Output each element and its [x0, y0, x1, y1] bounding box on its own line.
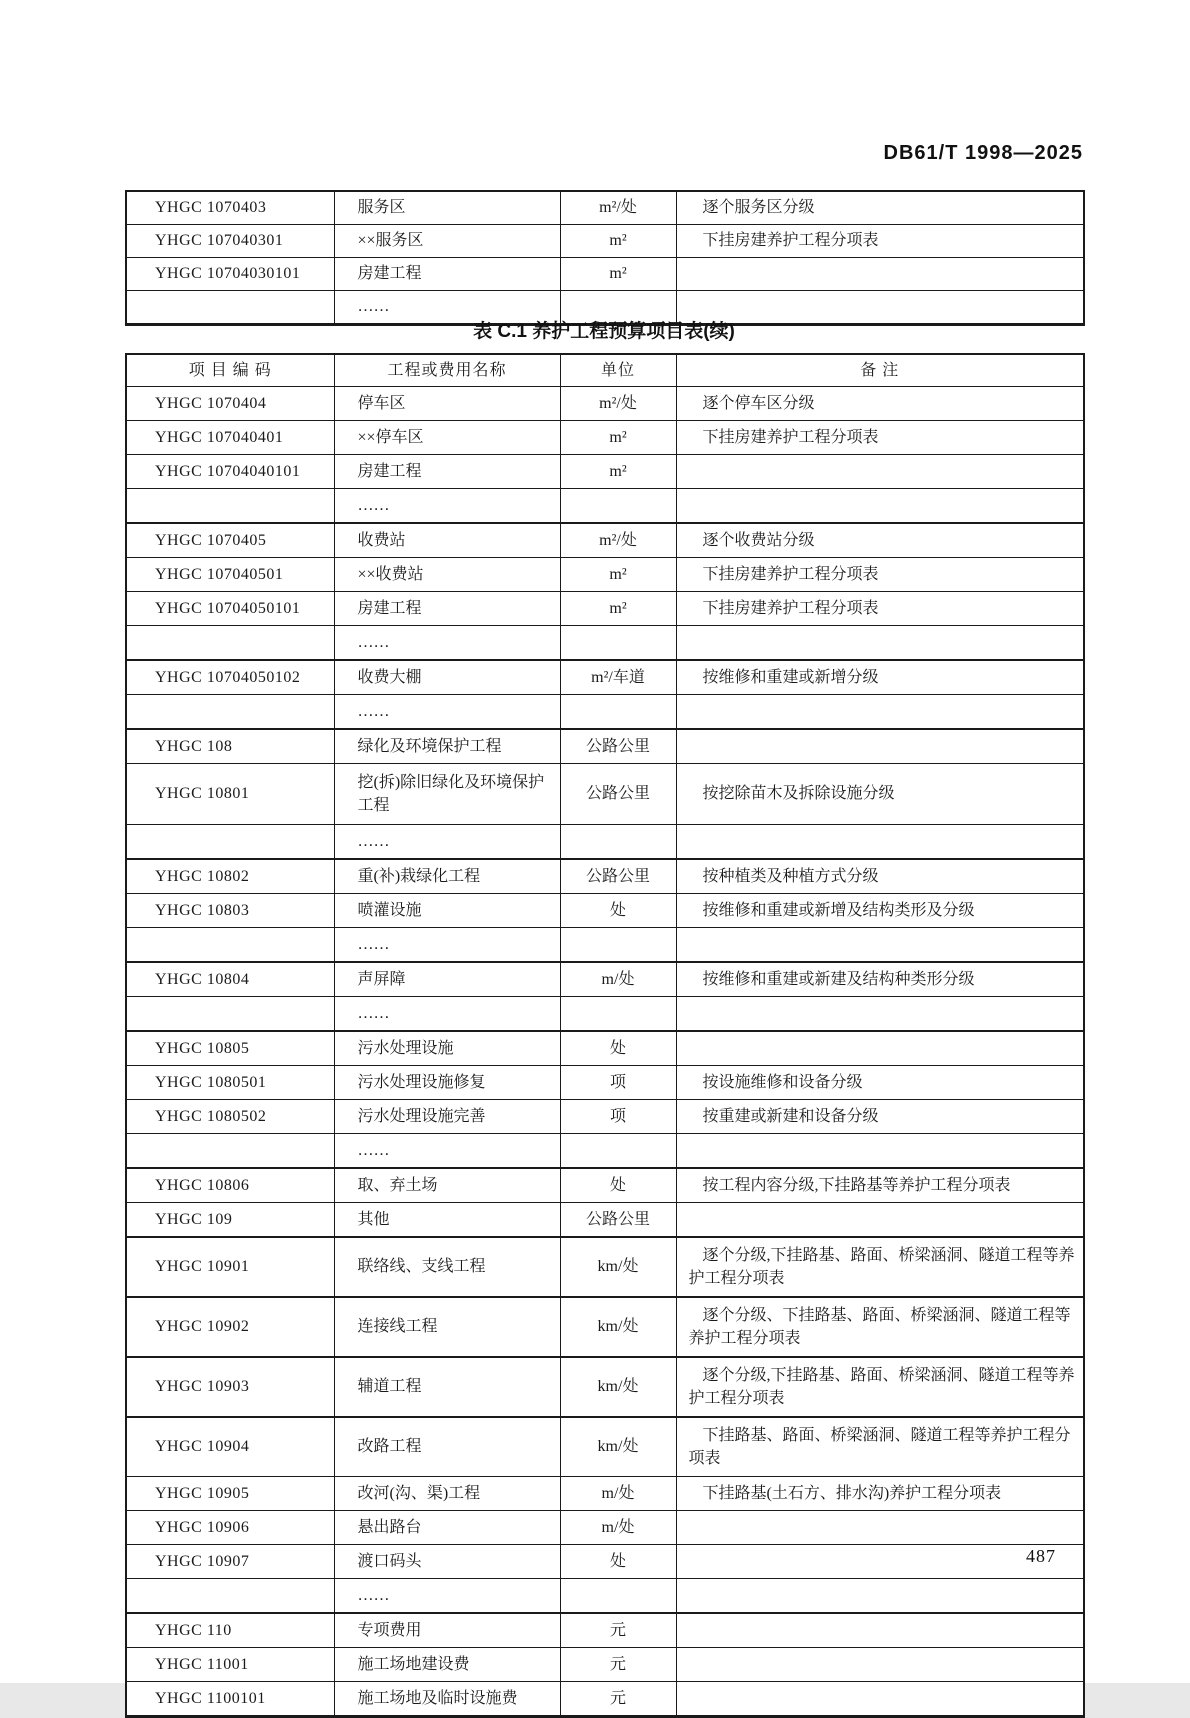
cell-unit: 处	[560, 1545, 676, 1579]
cell-remark: 下挂房建养护工程分项表	[676, 592, 1084, 626]
cell-code: YHGC 10803	[126, 894, 334, 928]
cell-unit: m/处	[560, 962, 676, 997]
table-row-ellipsis	[126, 489, 1084, 524]
cell-name: 挖(拆)除旧绿化及环境保护工程	[334, 764, 560, 825]
cell-name: 其他	[334, 1203, 560, 1238]
cell-remark	[676, 1682, 1084, 1717]
cell-unit: m²	[560, 592, 676, 626]
cell-code: YHGC 10704030101	[126, 258, 334, 291]
cell-code: YHGC 10805	[126, 1031, 334, 1066]
cell-name: ××停车区	[334, 421, 560, 455]
cell-unit	[560, 928, 676, 963]
cell-code: YHGC 10905	[126, 1477, 334, 1511]
cell-unit: km/处	[560, 1237, 676, 1297]
cell-unit: m²/处	[560, 387, 676, 421]
cell-code: YHGC 11001	[126, 1648, 334, 1682]
table-row-ellipsis	[126, 695, 1084, 730]
table-row	[126, 523, 1084, 558]
cell-remark: 按挖除苗木及拆除设施分级	[676, 764, 1084, 825]
cell-unit: 元	[560, 1613, 676, 1648]
column-header-remark: 备 注	[676, 354, 1084, 387]
cell-code: YHGC 10907	[126, 1545, 334, 1579]
table-row	[126, 1648, 1084, 1682]
cell-name: 房建工程	[334, 455, 560, 489]
cell-code: YHGC 1080501	[126, 1066, 334, 1100]
cell-code: YHGC 1070403	[126, 191, 334, 225]
cell-name: 重(补)栽绿化工程	[334, 859, 560, 894]
cell-remark: 下挂房建养护工程分项表	[676, 421, 1084, 455]
table-row	[126, 225, 1084, 258]
cell-name: 污水处理设施修复	[334, 1066, 560, 1100]
table-row	[126, 660, 1084, 695]
cell-code	[126, 626, 334, 661]
table-row	[126, 455, 1084, 489]
cell-name: 房建工程	[334, 592, 560, 626]
cell-name: ××收费站	[334, 558, 560, 592]
table-row	[126, 421, 1084, 455]
cell-remark	[676, 1511, 1084, 1545]
cell-unit: 公路公里	[560, 764, 676, 825]
cell-name: ……	[334, 997, 560, 1032]
table-row	[126, 1168, 1084, 1203]
cell-code: YHGC 10806	[126, 1168, 334, 1203]
cell-code: YHGC 10902	[126, 1297, 334, 1357]
table-row	[126, 1477, 1084, 1511]
cell-name: ××服务区	[334, 225, 560, 258]
budget-items-table-fragment	[125, 190, 1085, 326]
cell-unit	[560, 1134, 676, 1169]
cell-code: YHGC 107040501	[126, 558, 334, 592]
cell-remark: 按设施维修和设备分级	[676, 1066, 1084, 1100]
cell-code: YHGC 107040401	[126, 421, 334, 455]
table-row	[126, 859, 1084, 894]
table-row	[126, 1357, 1084, 1417]
cell-unit: m/处	[560, 1511, 676, 1545]
cell-code: YHGC 110	[126, 1613, 334, 1648]
table-row	[126, 387, 1084, 421]
cell-name: ……	[334, 1579, 560, 1614]
cell-name: 悬出路台	[334, 1511, 560, 1545]
cell-name: ……	[334, 1134, 560, 1169]
cell-unit: m²	[560, 558, 676, 592]
cell-code	[126, 825, 334, 860]
cell-name: 专项费用	[334, 1613, 560, 1648]
cell-name: 收费大棚	[334, 660, 560, 695]
cell-code	[126, 928, 334, 963]
cell-remark: 逐个停车区分级	[676, 387, 1084, 421]
cell-unit: 处	[560, 894, 676, 928]
table-row-ellipsis	[126, 1579, 1084, 1614]
cell-remark	[676, 1613, 1084, 1648]
page-number: 487	[1026, 1546, 1056, 1566]
table-row	[126, 1031, 1084, 1066]
cell-remark: 按种植类及种植方式分级	[676, 859, 1084, 894]
cell-remark: 逐个服务区分级	[676, 191, 1084, 225]
table-row	[126, 1613, 1084, 1648]
cell-unit	[560, 695, 676, 730]
cell-code: YHGC 10906	[126, 1511, 334, 1545]
cell-unit: km/处	[560, 1417, 676, 1477]
cell-name: 辅道工程	[334, 1357, 560, 1417]
cell-remark: 按维修和重建或新建及结构种类形分级	[676, 962, 1084, 997]
cell-name: 联络线、支线工程	[334, 1237, 560, 1297]
cell-code: YHGC 10804	[126, 962, 334, 997]
cell-remark	[676, 695, 1084, 730]
cell-remark: 按维修和重建或新增分级	[676, 660, 1084, 695]
cell-remark	[676, 997, 1084, 1032]
standard-code-header: DB61/T 1998—2025	[883, 142, 1083, 164]
cell-remark	[676, 1031, 1084, 1066]
cell-remark: 逐个收费站分级	[676, 523, 1084, 558]
cell-code: YHGC 1100101	[126, 1682, 334, 1717]
cell-unit: m²/处	[560, 523, 676, 558]
column-header-unit: 单位	[560, 354, 676, 387]
cell-code: YHGC 10904	[126, 1417, 334, 1477]
cell-unit: m²/处	[560, 191, 676, 225]
cell-unit: m²/车道	[560, 660, 676, 695]
table-row	[126, 558, 1084, 592]
cell-name: 喷灌设施	[334, 894, 560, 928]
cell-name: 施工场地及临时设施费	[334, 1682, 560, 1717]
table-row	[126, 894, 1084, 928]
cell-unit: 公路公里	[560, 729, 676, 764]
cell-remark	[676, 1579, 1084, 1614]
cell-unit: 元	[560, 1648, 676, 1682]
table-row-ellipsis	[126, 928, 1084, 963]
cell-code	[126, 695, 334, 730]
cell-name: ……	[334, 825, 560, 860]
cell-remark: 下挂路基(土石方、排水沟)养护工程分项表	[676, 1477, 1084, 1511]
cell-unit: 元	[560, 1682, 676, 1717]
cell-remark: 按重建或新建和设备分级	[676, 1100, 1084, 1134]
table-row-ellipsis	[126, 825, 1084, 860]
cell-remark	[676, 626, 1084, 661]
table-row	[126, 258, 1084, 291]
cell-name: 服务区	[334, 191, 560, 225]
cell-name: 取、弃土场	[334, 1168, 560, 1203]
column-header-code: 项 目 编 码	[126, 354, 334, 387]
cell-name: ……	[334, 626, 560, 661]
table-row	[126, 1237, 1084, 1297]
cell-name: 改河(沟、渠)工程	[334, 1477, 560, 1511]
table-row	[126, 1511, 1084, 1545]
header-row	[126, 354, 1084, 387]
cell-unit: 项	[560, 1066, 676, 1100]
cell-remark: 下挂路基、路面、桥梁涵洞、隧道工程等养护工程分项表	[676, 1417, 1084, 1477]
table-row	[126, 1297, 1084, 1357]
table-row	[126, 1203, 1084, 1238]
cell-remark	[676, 455, 1084, 489]
cell-unit: m²	[560, 258, 676, 291]
cell-unit: m²	[560, 455, 676, 489]
cell-remark	[676, 928, 1084, 963]
cell-unit	[560, 997, 676, 1032]
cell-remark	[676, 258, 1084, 291]
cell-code: YHGC 109	[126, 1203, 334, 1238]
cell-code: YHGC 10801	[126, 764, 334, 825]
cell-remark	[676, 825, 1084, 860]
cell-remark: 按工程内容分级,下挂路基等养护工程分项表	[676, 1168, 1084, 1203]
cell-name: 声屏障	[334, 962, 560, 997]
table-row-ellipsis	[126, 997, 1084, 1032]
cell-remark: 逐个分级、下挂路基、路面、桥梁涵洞、隧道工程等养护工程分项表	[676, 1297, 1084, 1357]
table-row	[126, 592, 1084, 626]
cell-name: 房建工程	[334, 258, 560, 291]
budget-items-table-continued	[125, 353, 1085, 1718]
table-row	[126, 191, 1084, 225]
cell-code: YHGC 10802	[126, 859, 334, 894]
cell-name: 污水处理设施	[334, 1031, 560, 1066]
cell-unit: 项	[560, 1100, 676, 1134]
table-row-ellipsis	[126, 1134, 1084, 1169]
table-row	[126, 1417, 1084, 1477]
cell-unit: m²	[560, 225, 676, 258]
cell-code	[126, 997, 334, 1032]
table-row-ellipsis	[126, 626, 1084, 661]
cell-unit: m/处	[560, 1477, 676, 1511]
cell-name: ……	[334, 291, 560, 325]
cell-remark: 逐个分级,下挂路基、路面、桥梁涵洞、隧道工程等养护工程分项表	[676, 1357, 1084, 1417]
table-row	[126, 1100, 1084, 1134]
column-header-name: 工程或费用名称	[334, 354, 560, 387]
cell-name: ……	[334, 489, 560, 524]
cell-code: YHGC 10901	[126, 1237, 334, 1297]
cell-unit: km/处	[560, 1357, 676, 1417]
cell-remark	[676, 1545, 1084, 1579]
cell-code: YHGC 10704040101	[126, 455, 334, 489]
cell-name: 污水处理设施完善	[334, 1100, 560, 1134]
table-row	[126, 729, 1084, 764]
cell-unit: 处	[560, 1168, 676, 1203]
cell-name: 绿化及环境保护工程	[334, 729, 560, 764]
cell-remark	[676, 1203, 1084, 1238]
cell-name: 改路工程	[334, 1417, 560, 1477]
cell-code: YHGC 1070405	[126, 523, 334, 558]
cell-code	[126, 1134, 334, 1169]
table-row	[126, 962, 1084, 997]
cell-code: YHGC 10704050102	[126, 660, 334, 695]
cell-unit	[560, 489, 676, 524]
cell-unit: 公路公里	[560, 1203, 676, 1238]
cell-unit	[560, 626, 676, 661]
cell-unit: 公路公里	[560, 859, 676, 894]
cell-remark	[676, 1134, 1084, 1169]
cell-code: YHGC 1070404	[126, 387, 334, 421]
table-row	[126, 1545, 1084, 1579]
cell-name: 收费站	[334, 523, 560, 558]
cell-name: 连接线工程	[334, 1297, 560, 1357]
cell-name: 渡口码头	[334, 1545, 560, 1579]
cell-unit	[560, 1579, 676, 1614]
table-caption: 表 C.1 养护工程预算项目表(续)	[473, 321, 735, 342]
cell-remark: 下挂房建养护工程分项表	[676, 558, 1084, 592]
cell-remark: 逐个分级,下挂路基、路面、桥梁涵洞、隧道工程等养护工程分项表	[676, 1237, 1084, 1297]
cell-remark	[676, 729, 1084, 764]
cell-remark: 按维修和重建或新增及结构类形及分级	[676, 894, 1084, 928]
cell-unit	[560, 825, 676, 860]
cell-name: ……	[334, 695, 560, 730]
cell-name: 施工场地建设费	[334, 1648, 560, 1682]
cell-code	[126, 1579, 334, 1614]
cell-unit: km/处	[560, 1297, 676, 1357]
cell-remark	[676, 489, 1084, 524]
cell-remark: 下挂房建养护工程分项表	[676, 225, 1084, 258]
cell-name: 停车区	[334, 387, 560, 421]
cell-remark	[676, 1648, 1084, 1682]
cell-code	[126, 489, 334, 524]
cell-code: YHGC 108	[126, 729, 334, 764]
cell-unit: m²	[560, 421, 676, 455]
table-row	[126, 1066, 1084, 1100]
table-row	[126, 1682, 1084, 1717]
cell-code: YHGC 1080502	[126, 1100, 334, 1134]
cell-name: ……	[334, 928, 560, 963]
table-row	[126, 764, 1084, 825]
cell-code: YHGC 10704050101	[126, 592, 334, 626]
cell-code: YHGC 107040301	[126, 225, 334, 258]
cell-code: YHGC 10903	[126, 1357, 334, 1417]
cell-unit: 处	[560, 1031, 676, 1066]
